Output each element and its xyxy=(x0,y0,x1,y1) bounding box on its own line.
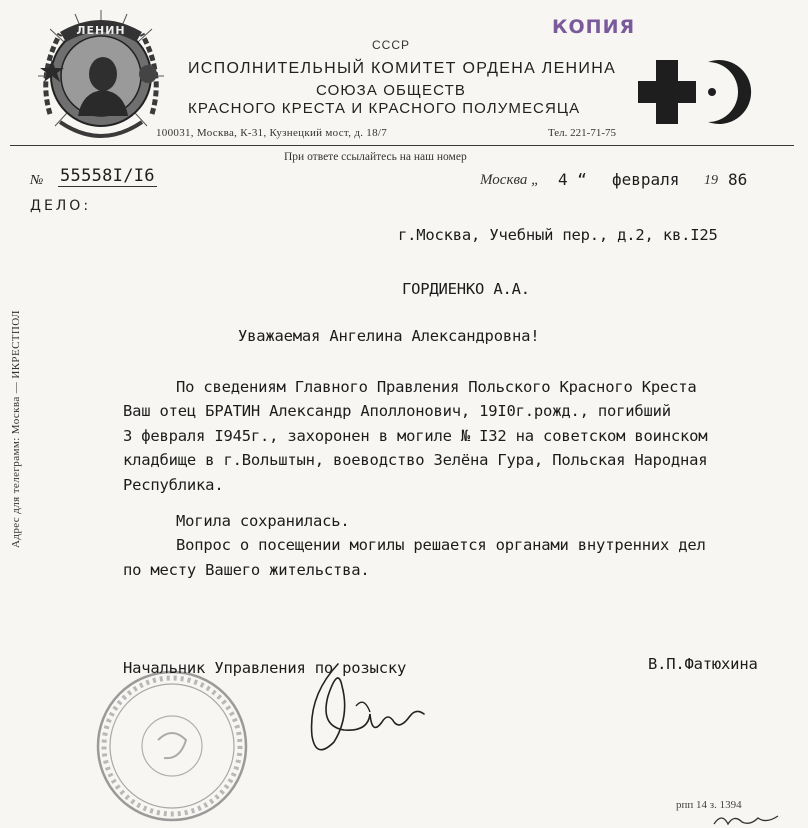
date-day: 4 “ xyxy=(558,170,587,189)
copy-stamp: КОПИЯ xyxy=(552,16,636,38)
header-phone: Тел. 221-71-75 xyxy=(548,127,616,139)
print-code: рпп 14 з. 1394 xyxy=(676,799,742,811)
body-line: по месту Вашего жительства. xyxy=(123,561,370,579)
case-label: ДЕЛО: xyxy=(30,198,92,214)
body-line: Республика. xyxy=(123,476,224,494)
header-divider xyxy=(10,145,794,146)
recipient-address: г.Москва, Учебный пер., д.2, кв.I25 xyxy=(398,226,718,244)
body-line: 3 февраля I945г., захоронен в могиле № I32 на советском воинском xyxy=(123,427,708,445)
emblem-banner-text: ЛЕНИН xyxy=(76,24,126,37)
date-month: февраля xyxy=(612,170,680,189)
header-address: 100031, Москва, К-31, Кузнецкий мост, д. 18/7 xyxy=(156,127,388,139)
handwritten-note-icon xyxy=(712,810,782,828)
header-line-2: СОЮЗА ОБЩЕСТВ xyxy=(316,82,466,99)
header-line-1: ИСПОЛНИТЕЛЬНЫЙ КОМИТЕТ ОРДЕНА ЛЕНИНА xyxy=(188,60,617,77)
body-line: Ваш отец БРАТИН Александр Аполлонович, 19I0г.рожд., погибший xyxy=(123,402,671,420)
recipient-name: ГОРДИЕНКО А.А. xyxy=(402,280,530,298)
body-line: кладбище в г.Вольштын, воеводство Зелёна Гура, Польская Народная xyxy=(123,451,708,469)
body-line: Вопрос о посещении могилы решается органами внутренних дел xyxy=(176,536,706,554)
date-year: 86 xyxy=(728,170,748,189)
reference-prefix: № xyxy=(30,173,44,188)
signer-title: Начальник Управления по розыску xyxy=(123,659,407,677)
telegram-address-margin: Адрес для телеграмм: Москва — ИКРЕСТПОЛ xyxy=(10,310,22,548)
date-year-prefix: 19 xyxy=(704,173,718,188)
header-country: СССР xyxy=(371,38,410,52)
signer-name: В.П.Фатюхина xyxy=(648,655,758,673)
date-city: Москва „ xyxy=(480,172,540,188)
reference-number: 55558I/I6 xyxy=(60,166,155,186)
red-cross-crescent-logo-icon xyxy=(638,56,756,128)
official-seal-icon xyxy=(94,668,250,824)
body-line: По сведениям Главного Правления Польского Красного Креста xyxy=(176,378,697,396)
handwritten-signature-icon xyxy=(298,656,438,762)
reply-note: При ответе ссылайтесь на наш номер xyxy=(284,151,467,163)
body-line: Могила сохранилась. xyxy=(176,512,350,530)
order-of-lenin-emblem-icon xyxy=(30,4,172,150)
salutation: Уважаемая Ангелина Александровна! xyxy=(238,327,540,345)
header-line-3: КРАСНОГО КРЕСТА И КРАСНОГО ПОЛУМЕСЯЦА xyxy=(188,100,581,117)
